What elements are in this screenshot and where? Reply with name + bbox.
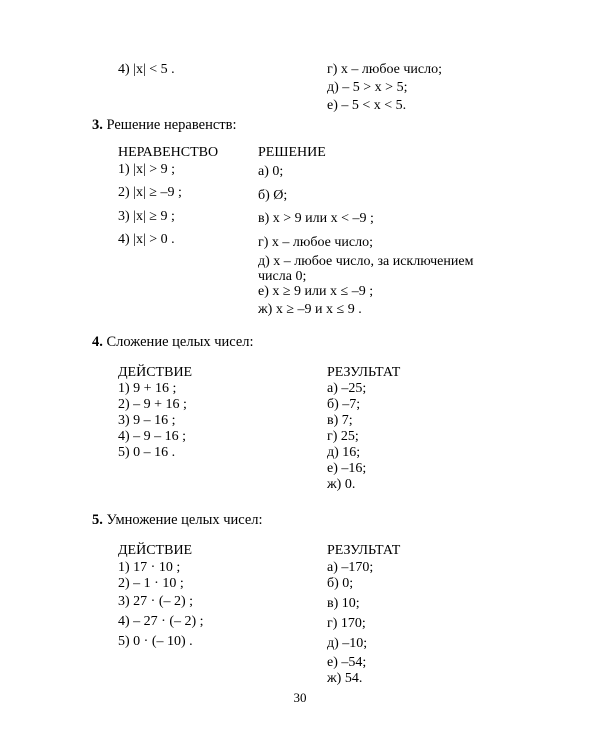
section-5-right-b: б) 0; — [327, 576, 354, 591]
section-3-number: 3. — [92, 117, 103, 133]
section-3-left-2: 2) |x| ≥ –9 ; — [118, 185, 182, 200]
page-number: 30 — [293, 690, 307, 705]
top-right-item-e: е) – 5 < x < 5. — [327, 98, 407, 113]
section-4-right-b: б) –7; — [327, 397, 361, 412]
section-4-left-3: 3) 9 – 16 ; — [118, 413, 176, 428]
section-4-number: 4. — [92, 334, 103, 350]
section-4-left-5: 5) 0 – 16 . — [118, 445, 176, 460]
section-3-right-zh: ж) x ≥ –9 и x ≤ 9 . — [258, 302, 362, 317]
section-4-left-2: 2) – 9 + 16 ; — [118, 397, 187, 412]
section-5-right-a: а) –170; — [327, 560, 374, 575]
section-5-col-left: ДЕЙСТВИЕ — [118, 543, 193, 558]
section-3-right-g: г) x – любое число; — [258, 235, 373, 250]
section-5-left-5: 5) 0 · (– 10) . — [118, 634, 193, 649]
section-5-right-g: г) 170; — [327, 616, 366, 631]
section-4-right-v: в) 7; — [327, 413, 353, 428]
section-3-col-left: НЕРАВЕНСТВО — [118, 145, 219, 160]
top-left-item-4: 4) |x| < 5 . — [118, 62, 175, 77]
section-4-left-4: 4) – 9 – 16 ; — [118, 429, 187, 444]
section-5-right-v: в) 10; — [327, 596, 360, 611]
section-3-right-d-cont: числа 0; — [258, 269, 307, 284]
section-3-left-1: 1) |x| > 9 ; — [118, 162, 176, 177]
section-3-right-d: д) x – любое число, за исключением — [258, 254, 474, 269]
section-3-title: Решение неравенств: — [106, 117, 237, 133]
section-4-left-1: 1) 9 + 16 ; — [118, 381, 177, 396]
section-5-right-e: е) –54; — [327, 655, 367, 670]
top-right-item-d: д) – 5 > x > 5; — [327, 80, 408, 95]
section-5-title: Умножение целых чисел: — [106, 512, 263, 528]
section-4-col-right: РЕЗУЛЬТАТ — [327, 365, 401, 380]
section-4-heading — [92, 334, 254, 350]
section-5-right-d: д) –10; — [327, 636, 368, 651]
section-5-col-right: РЕЗУЛЬТАТ — [327, 543, 401, 558]
section-3-right-b: б) Ø; — [258, 188, 288, 203]
section-5-right-zh: ж) 54. — [327, 671, 363, 686]
section-5-left-1: 1) 17 · 10 ; — [118, 560, 181, 575]
section-4-right-d: д) 16; — [327, 445, 361, 460]
section-3-right-e: е) x ≥ 9 или x ≤ –9 ; — [258, 284, 374, 299]
section-5-left-4: 4) – 27 · (– 2) ; — [118, 614, 204, 629]
section-5-left-3: 3) 27 · (– 2) ; — [118, 594, 194, 609]
section-3-heading — [92, 117, 236, 133]
section-4-right-e: е) –16; — [327, 461, 367, 476]
section-4-title: Сложение целых чисел: — [106, 334, 254, 350]
section-3-left-3: 3) |x| ≥ 9 ; — [118, 209, 175, 224]
section-4-right-zh: ж) 0. — [327, 477, 356, 492]
top-right-item-g: г) x – любое число; — [327, 62, 442, 77]
section-5-number: 5. — [92, 512, 103, 528]
section-4-right-g: г) 25; — [327, 429, 359, 444]
section-3-left-4: 4) |x| > 0 . — [118, 232, 175, 247]
section-5-heading — [92, 512, 263, 528]
section-4-right-a: а) –25; — [327, 381, 367, 396]
section-3-col-right: РЕШЕНИЕ — [258, 145, 326, 160]
section-3-right-v: в) x > 9 или x < –9 ; — [258, 211, 374, 226]
section-3-right-a: а) 0; — [258, 164, 284, 179]
section-4-col-left: ДЕЙСТВИЕ — [118, 365, 193, 380]
section-5-left-2: 2) – 1 · 10 ; — [118, 576, 184, 591]
